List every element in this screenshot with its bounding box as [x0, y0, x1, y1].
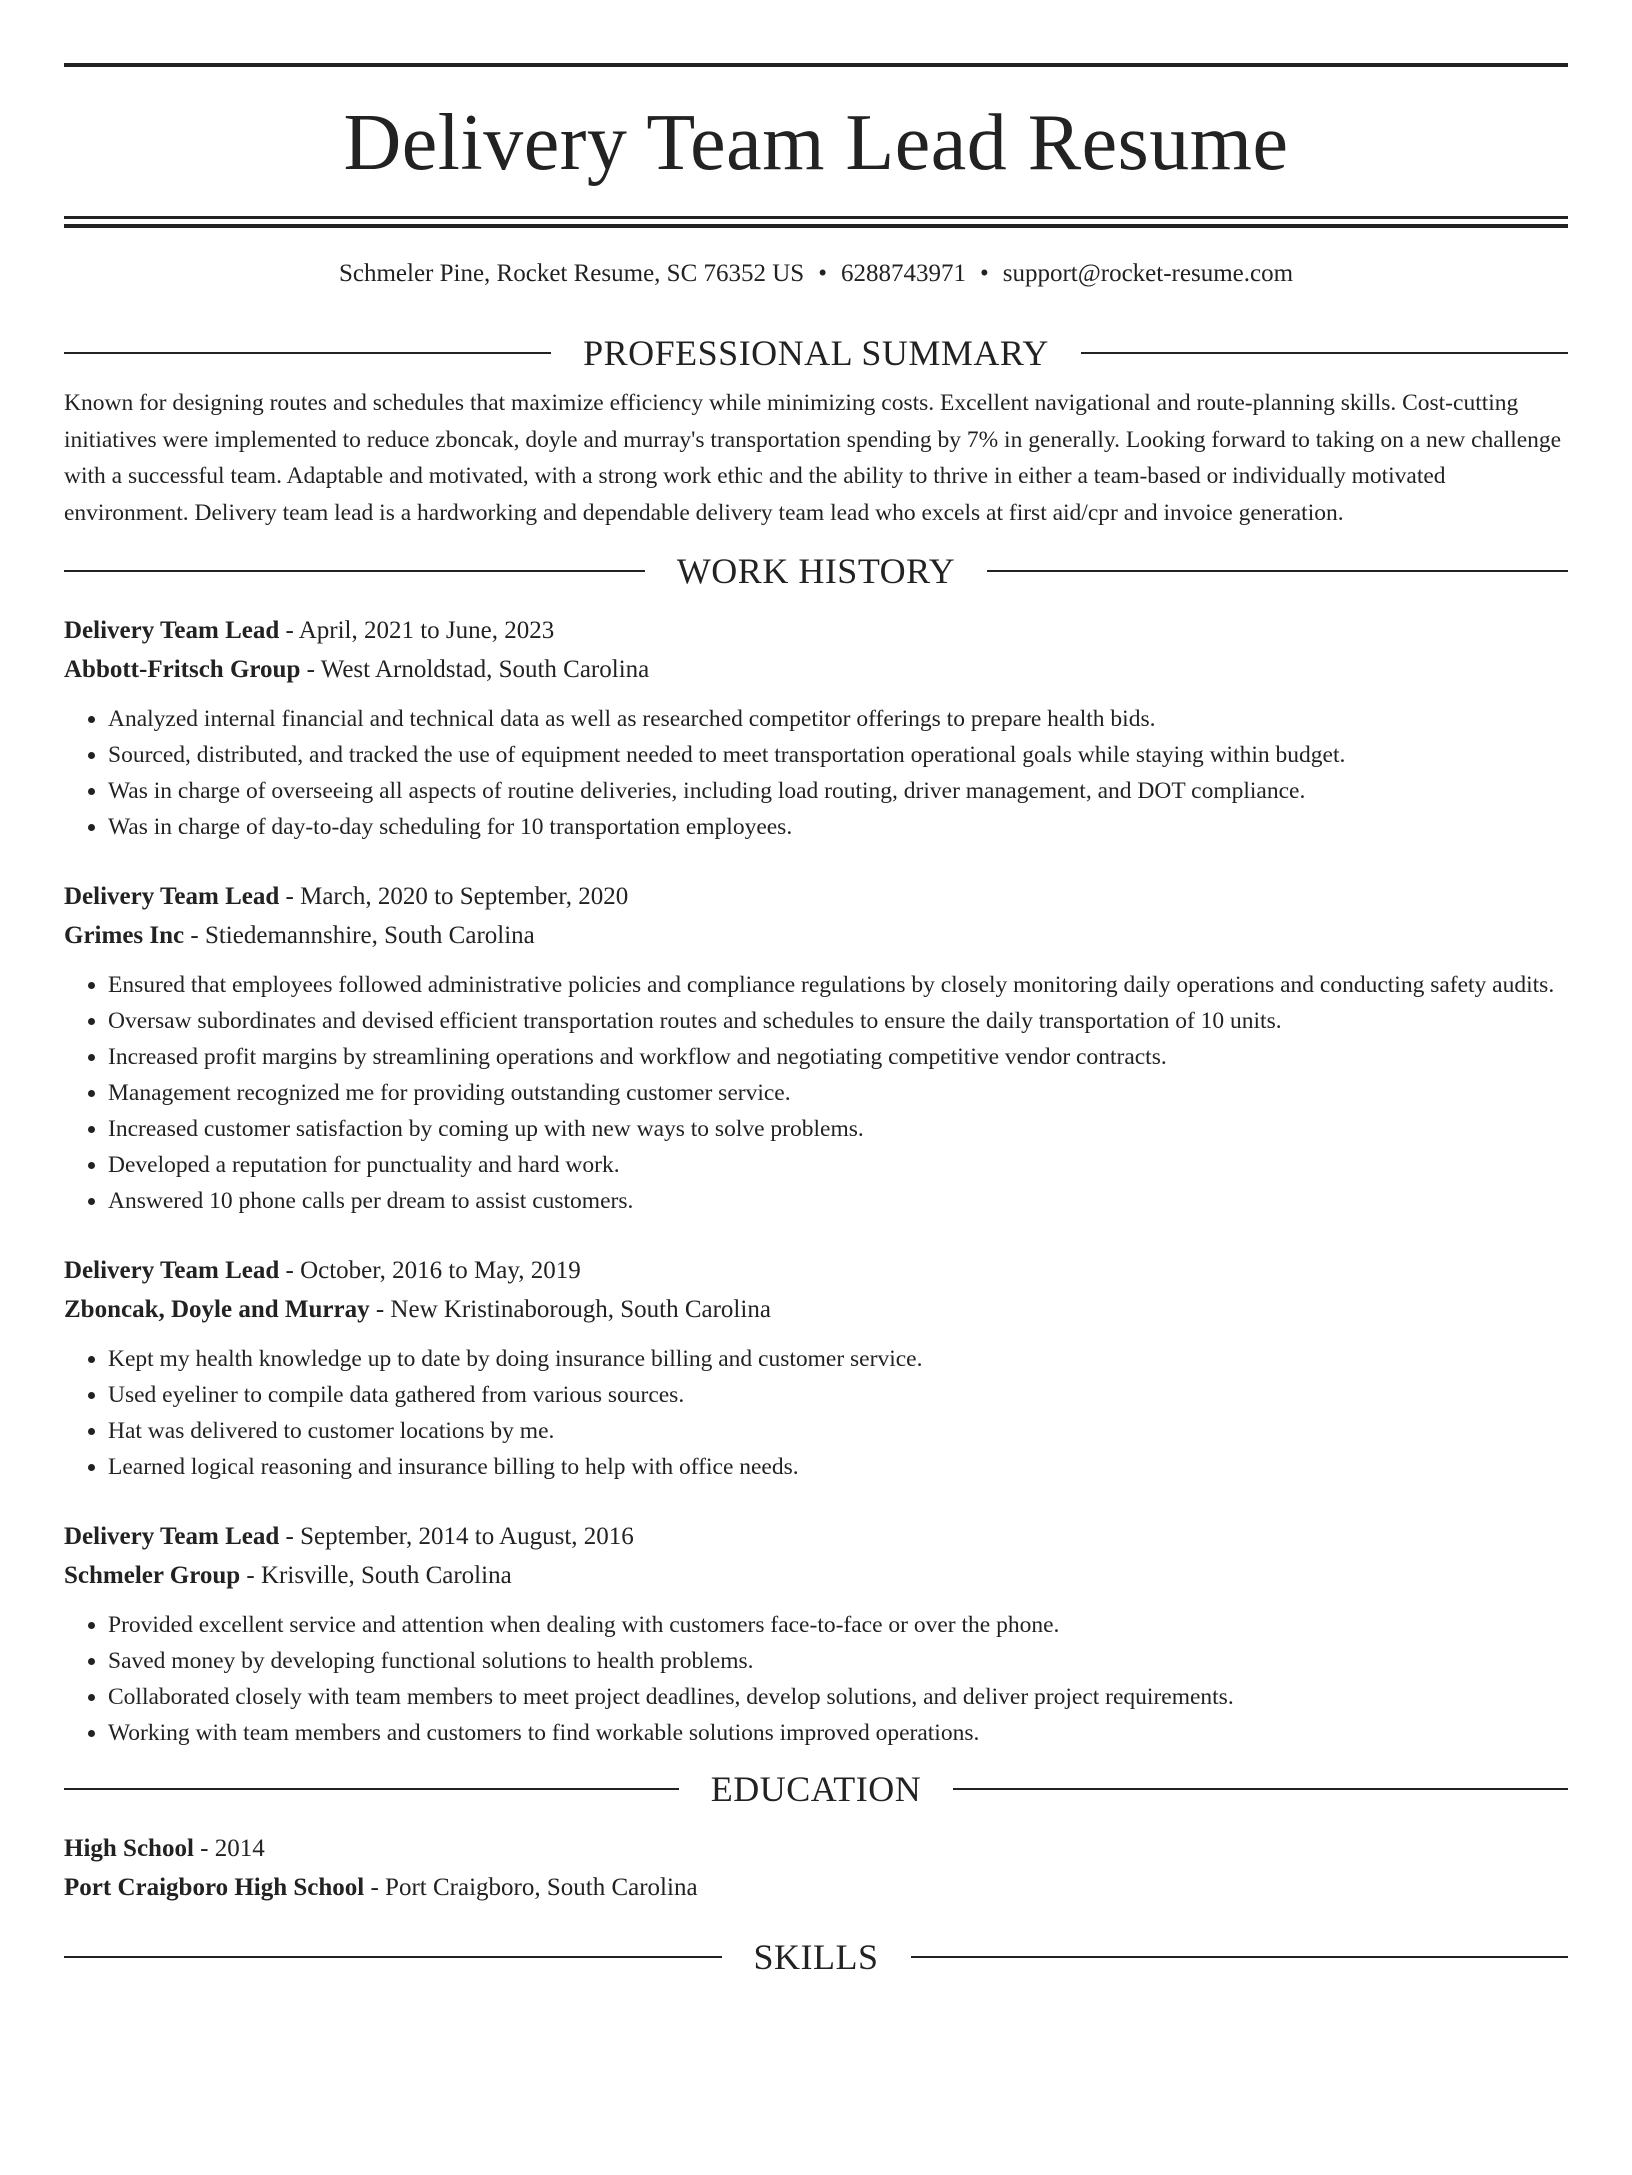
- contact-separator: •: [818, 260, 827, 287]
- job-role: Delivery Team Lead: [64, 1257, 280, 1284]
- education-section-heading: [64, 1767, 1568, 1811]
- heading-rule-left: [64, 352, 551, 354]
- job-title-line: [64, 877, 1568, 916]
- job-bullets: [64, 701, 1568, 845]
- heading-rule-right: [1081, 352, 1568, 354]
- job-dates: - April, 2021 to June, 2023: [279, 617, 555, 644]
- heading-rule-left: [64, 1788, 679, 1790]
- list-item: • Was in charge of overseeing all aspects of routine deliveries, including load routing, driver management, and DOT compliance.: [108, 773, 1568, 809]
- list-item: • Sourced, distributed, and tracked the use of equipment needed to meet transportation operational goals while staying within budget.: [108, 737, 1568, 773]
- summary-section-heading: [64, 331, 1568, 375]
- job-entry: [64, 1517, 1568, 1751]
- list-item: • Provided excellent service and attention when dealing with customers face-to-face or over the phone.: [108, 1607, 1568, 1643]
- list-item: • Was in charge of day-to-day scheduling for 10 transportation employees.: [108, 809, 1568, 845]
- heading-rule-right: [911, 1956, 1569, 1958]
- job-entry: [64, 877, 1568, 1219]
- title-double-rule: [64, 216, 1568, 228]
- job-company-line: [64, 1556, 1568, 1595]
- job-company-line: [64, 916, 1568, 955]
- work-section-heading: [64, 549, 1568, 593]
- education-location: - Port Craigboro, South Carolina: [364, 1874, 698, 1901]
- job-company-line: [64, 1290, 1568, 1329]
- heading-rule-left: [64, 570, 645, 572]
- job-company-line: [64, 650, 1568, 689]
- job-company: Abbott-Fritsch Group: [64, 656, 301, 683]
- list-item: • Kept my health knowledge up to date by doing insurance billing and customer service.: [108, 1341, 1568, 1377]
- job-title-line: [64, 1517, 1568, 1556]
- work-heading-label: WORK HISTORY: [676, 551, 956, 591]
- contact-address: Schmeler Pine, Rocket Resume, SC 76352 US: [338, 260, 805, 287]
- list-item: • Ensured that employees followed administrative policies and compliance regulations by closely monitoring daily operations and conducting safety audits.: [108, 967, 1568, 1003]
- summary-text: Known for designing routes and schedules that maximize efficiency while minimizing costs. Excellent navigational and route-planning skills. Cost-cutting initiatives were implemented to reduce zboncak, doyle and murray's transportation spending by 7% in generally. Looking forward to taking on a new challenge with a successful team. Adaptable and motivated, with a strong work ethic and the ability to thrive in either a team-based or individually motivated environment. Delivery team lead is a hardworking and dependable delivery team lead who excels at first aid/cpr and invoice generation.: [64, 390, 1562, 526]
- job-bullets: [64, 1607, 1568, 1751]
- list-item: • Oversaw subordinates and devised efficient transportation routes and schedules to ensure the daily transportation of 10 units.: [108, 1003, 1568, 1039]
- job-company: Schmeler Group: [64, 1562, 241, 1589]
- summary-heading-label: PROFESSIONAL SUMMARY: [583, 333, 1049, 373]
- job-role: Delivery Team Lead: [64, 617, 280, 644]
- list-item: • Analyzed internal financial and technical data as well as researched competitor offerings to prepare health bids.: [108, 701, 1568, 737]
- job-dates: - March, 2020 to September, 2020: [279, 883, 629, 910]
- job-role: Delivery Team Lead: [64, 883, 280, 910]
- job-dates: - October, 2016 to May, 2019: [279, 1257, 581, 1284]
- education-year: - 2014: [193, 1835, 265, 1862]
- list-item: • Collaborated closely with team members to meet project deadlines, develop solutions, and deliver project requirements.: [108, 1679, 1568, 1715]
- education-school: Port Craigboro High School: [64, 1874, 365, 1901]
- job-location: - Stiedemannshire, South Carolina: [184, 922, 535, 949]
- job-bullets: [64, 967, 1568, 1219]
- education-degree: High School: [64, 1835, 194, 1862]
- job-title-line: [64, 611, 1568, 650]
- list-item: • Answered 10 phone calls per dream to assist customers.: [108, 1183, 1568, 1219]
- top-rule: [64, 63, 1568, 67]
- education-entry: [64, 1829, 1568, 1907]
- list-item: • Management recognized me for providing outstanding customer service.: [108, 1075, 1568, 1111]
- list-item: • Increased customer satisfaction by coming up with new ways to solve problems.: [108, 1111, 1568, 1147]
- job-bullets: [64, 1341, 1568, 1485]
- list-item: • Saved money by developing functional solutions to health problems.: [108, 1643, 1568, 1679]
- job-company: Zboncak, Doyle and Murray: [64, 1296, 370, 1323]
- resume-title: Delivery Team Lead Resume: [343, 99, 1289, 187]
- skills-heading-label: SKILLS: [753, 1937, 879, 1977]
- list-item: • Used eyeliner to compile data gathered from various sources.: [108, 1377, 1568, 1413]
- contact-separator: •: [979, 260, 989, 287]
- education-school-line: [64, 1868, 1568, 1907]
- job-role: Delivery Team Lead: [64, 1523, 280, 1550]
- job-entry: [64, 1251, 1568, 1485]
- education-degree-line: [64, 1829, 1568, 1868]
- job-entry: [64, 611, 1568, 845]
- list-item: • Developed a reputation for punctuality and hard work.: [108, 1147, 1568, 1183]
- list-item: • Working with team members and customers to find workable solutions improved operations.: [108, 1715, 1568, 1751]
- skills-section-heading: [64, 1935, 1568, 1979]
- list-item: • Increased profit margins by streamlining operations and workflow and negotiating competitive vendor contracts.: [108, 1039, 1568, 1075]
- heading-rule-right: [953, 1788, 1568, 1790]
- heading-rule-left: [64, 1956, 722, 1958]
- job-location: - New Kristinaborough, South Carolina: [369, 1296, 771, 1323]
- education-heading-label: EDUCATION: [710, 1769, 922, 1809]
- job-dates: - September, 2014 to August, 2016: [279, 1523, 634, 1550]
- list-item: • Hat was delivered to customer locations by me.: [108, 1413, 1568, 1449]
- job-location: - West Arnoldstad, South Carolina: [300, 656, 650, 683]
- contact-phone: 6288743971: [840, 260, 966, 287]
- heading-rule-right: [987, 570, 1568, 572]
- job-title-line: [64, 1251, 1568, 1290]
- contact-email: support@rocket-resume.com: [1002, 260, 1294, 287]
- contact-line: [64, 257, 1568, 291]
- job-company: Grimes Inc: [64, 922, 185, 949]
- job-location: - Krisville, South Carolina: [240, 1562, 512, 1589]
- resume-page: [0, 63, 1632, 2175]
- list-item: • Learned logical reasoning and insurance billing to help with office needs.: [108, 1449, 1568, 1485]
